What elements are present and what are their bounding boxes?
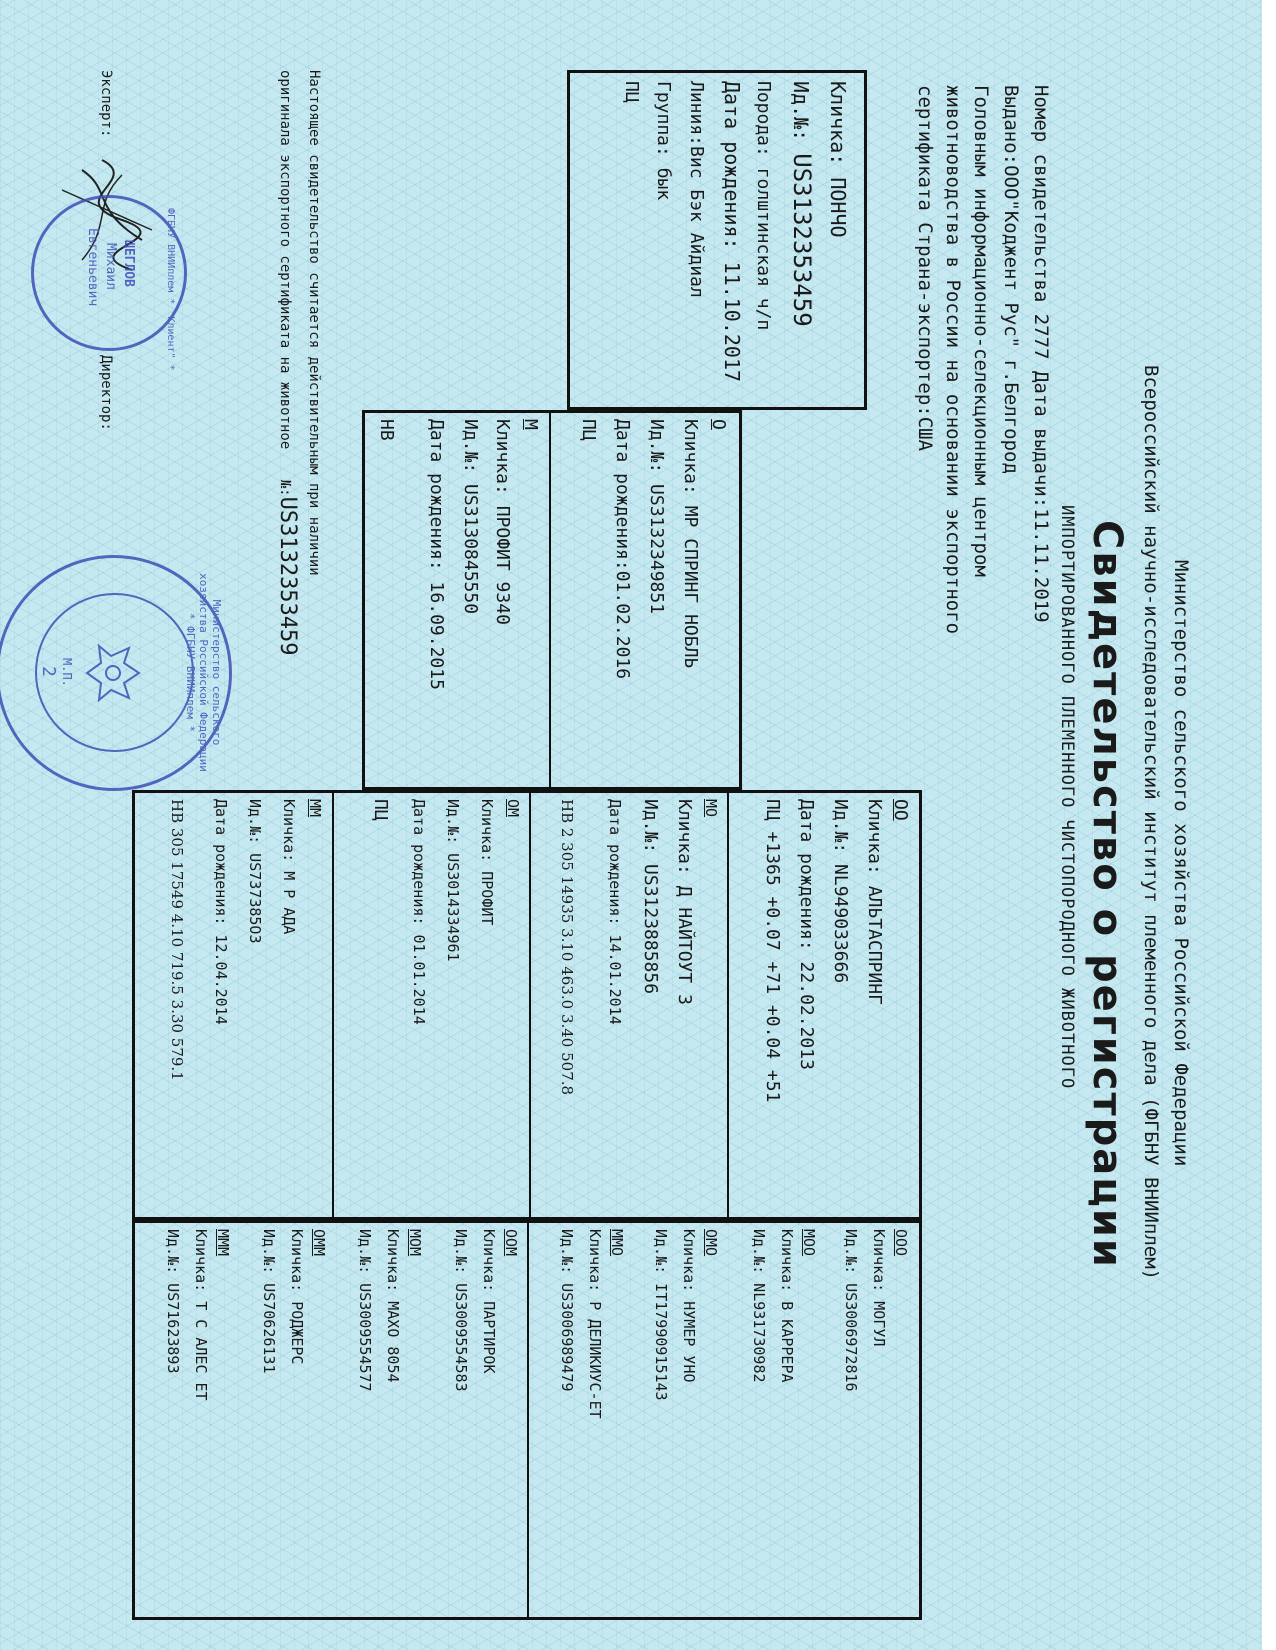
parents-box xyxy=(362,410,742,790)
expert-stamp xyxy=(31,195,187,371)
ooo-head: ООО xyxy=(892,1229,910,1257)
cert-body-line-3: сертификата Страна-экспортер:США xyxy=(914,85,936,452)
mom-name: Кличка: МАХО 8054 xyxy=(384,1229,402,1383)
omm-head: ОММ xyxy=(310,1229,328,1257)
animal-id-value: US3132353459 xyxy=(788,153,816,327)
great-divider-mid xyxy=(527,1223,529,1617)
animal-line: Линия:Вис Бэк Айдиал xyxy=(686,81,707,298)
mo-name: Кличка: Д НАЙТОУТ 3 xyxy=(674,799,695,1005)
oo-id: Ид.№: NL949033666 xyxy=(830,799,851,984)
animal-name: Кличка: ПОНЧО xyxy=(826,81,850,238)
mmo-head: ММО xyxy=(608,1229,626,1257)
expert-label: Эксперт: xyxy=(98,70,114,138)
ooo-name: Кличка: МОГУЛ xyxy=(870,1229,888,1347)
validity-note-2 xyxy=(275,70,300,656)
mmm-id: Ид.№: US71623893 xyxy=(164,1229,182,1374)
ministry-line: Министерство сельского хозяйства Российской Федерации xyxy=(1170,560,1192,1167)
page-subtitle: ИМПОРТИРОВАННОГО ПЛЕМЕННОГО ЧИСТОПОРОДНОГО ЖИВОТНОГО xyxy=(1057,505,1077,1090)
validity-note-1: Настоящее свидетельство считается действительным при наличии xyxy=(306,70,322,576)
cert-number-line: Номер свидетельства 2777 Дата выдачи:11.11.2019 xyxy=(1030,85,1052,623)
mom-id: Ид.№: US3009554577 xyxy=(356,1229,374,1392)
moo-id: Ид.№: NL931730982 xyxy=(750,1229,768,1383)
institute-line: Всероссийский научно-исследовательский институт племенного дела (ФГБНУ ВНИИплем) xyxy=(1140,365,1162,1281)
animal-id-label: Ид.№: xyxy=(789,81,813,142)
mother-nv: НВ xyxy=(376,419,397,441)
om-pc: ПЦ xyxy=(370,799,391,821)
moo-name: Кличка: В КАРРЕРА xyxy=(778,1229,796,1383)
mmm-head: МММ xyxy=(214,1229,232,1257)
mm-name: Кличка: М Р АДА xyxy=(280,799,298,935)
father-id: Ид.№: US3132349851 xyxy=(646,419,667,615)
page-number: 2 xyxy=(38,666,59,677)
om-head: ОМ xyxy=(504,799,522,818)
omo-id: Ид.№: IT17990915143 xyxy=(652,1229,670,1401)
grand-divider-2 xyxy=(529,793,531,1217)
mother-head: М xyxy=(520,419,541,430)
oom-id: Ид.№: US3009554583 xyxy=(452,1229,470,1392)
ooo-id: Ид.№: US3006972816 xyxy=(842,1229,860,1392)
mo-nv: НВ 2 305 14935 3.10 463.0 3.40 507.8 xyxy=(558,799,576,1096)
oom-head: ООМ xyxy=(502,1229,520,1257)
expert-stamp-name-1: ЩЕГЛОВ xyxy=(121,240,136,287)
animal-group: Группа: бык xyxy=(653,81,674,201)
mm-head: ММ xyxy=(306,799,324,818)
om-id: Ид.№: US3014334961 xyxy=(444,799,462,962)
cert-body-line-1: Головным информационно-селекционным центром xyxy=(970,85,992,577)
animal-breed: Порода: голштинская ч/п xyxy=(753,81,774,331)
expert-stamp-name-3: Евгеньевич xyxy=(85,228,100,307)
mo-dob: Дата рождения: 14.01.2014 xyxy=(606,799,624,1025)
cert-body-line-2: животноводства в России на основании экспортного xyxy=(942,85,964,635)
mo-id: Ид.№: US3123885856 xyxy=(640,799,661,995)
grand-divider-1 xyxy=(727,793,729,1217)
cert-no-label: №: xyxy=(277,479,293,497)
official-stamp-ring-text: Министерство сельского хозяйства Российской Федерации * ФГБНУ ВНИИплем * xyxy=(184,573,223,772)
omm-name: Кличка: РОДЖЕРС xyxy=(288,1229,306,1365)
issued-to-line: Выдано:ООО"Коджент Рус" г.Белгород xyxy=(1000,85,1022,474)
mo-head: МО xyxy=(702,799,720,818)
mother-id: Ид.№: US3130845550 xyxy=(460,419,481,615)
oo-head: ОО xyxy=(890,799,911,821)
mm-nv: НВ 305 17549 4.10 719.5 3.30 579.1 xyxy=(168,799,186,1081)
oom-name: Кличка: ПАРТИРОК xyxy=(480,1229,498,1374)
moo-head: МОО xyxy=(800,1229,818,1257)
director-label: Директор: xyxy=(98,355,114,431)
eagle-emblem-icon xyxy=(79,638,149,708)
oo-pc: ПЦ +1365 +0.07 +71 +0.04 +51 xyxy=(762,799,783,1103)
page-title: Свидетельство о регистрации xyxy=(1084,520,1130,1269)
official-stamp xyxy=(0,555,232,791)
oo-dob: Дата рождения: 22.02.2013 xyxy=(796,799,817,1070)
mmm-name: Кличка: Т С АЛЕС ЕТ xyxy=(192,1229,210,1401)
mmo-name: Кличка: Р ДЕЛИКИУС-ЕТ xyxy=(586,1229,604,1419)
mom-head: МОМ xyxy=(406,1229,424,1257)
omo-head: ОМО xyxy=(702,1229,720,1257)
father-dob: Дата рождения:01.02.2016 xyxy=(612,419,633,680)
validity-note-2-text: оригинала экспортного сертификата на животное xyxy=(277,70,293,450)
om-name: Кличка: ПРОФИТ xyxy=(478,799,496,926)
animal-pc: ПЦ xyxy=(621,81,642,103)
mother-dob: Дата рождения: 16.09.2015 xyxy=(426,419,447,690)
father-head: О xyxy=(708,419,729,430)
oo-name: Кличка: АЛЬТАСПРИНГ xyxy=(864,799,885,1005)
great-grandparents-box xyxy=(132,1220,922,1620)
mm-dob: Дата рождения: 12.04.2014 xyxy=(212,799,230,1025)
cert-no-value: US3132353459 xyxy=(275,496,300,656)
father-pc: ПЦ xyxy=(578,419,599,441)
mm-id: Ид.№: US737385O3 xyxy=(246,799,264,944)
mother-name: Кличка: ПРОФИТ 9340 xyxy=(492,419,513,625)
om-dob: Дата рождения: 01.01.2014 xyxy=(410,799,428,1025)
animal-box xyxy=(567,70,867,410)
omo-name: Кличка: НУМЕР УНО xyxy=(680,1229,698,1383)
expert-stamp-ring-text: ФГБНУ ВНИИплем * "Клиент" * xyxy=(165,208,176,371)
expert-stamp-name-2: Михаил xyxy=(103,243,118,290)
grandparents-box xyxy=(132,790,922,1220)
omm-id: Ид.№: US70626131 xyxy=(260,1229,278,1374)
mmo-id: Ид.№: US3006989479 xyxy=(558,1229,576,1392)
grand-divider-3 xyxy=(332,793,334,1217)
father-name: Кличка: МР СПРИНГ НОБЛЬ xyxy=(680,419,701,669)
animal-id xyxy=(788,81,814,327)
animal-dob: Дата рождения: 11.10.2017 xyxy=(720,81,744,383)
parents-divider xyxy=(549,413,551,787)
mp-label: М.П. xyxy=(60,658,74,687)
